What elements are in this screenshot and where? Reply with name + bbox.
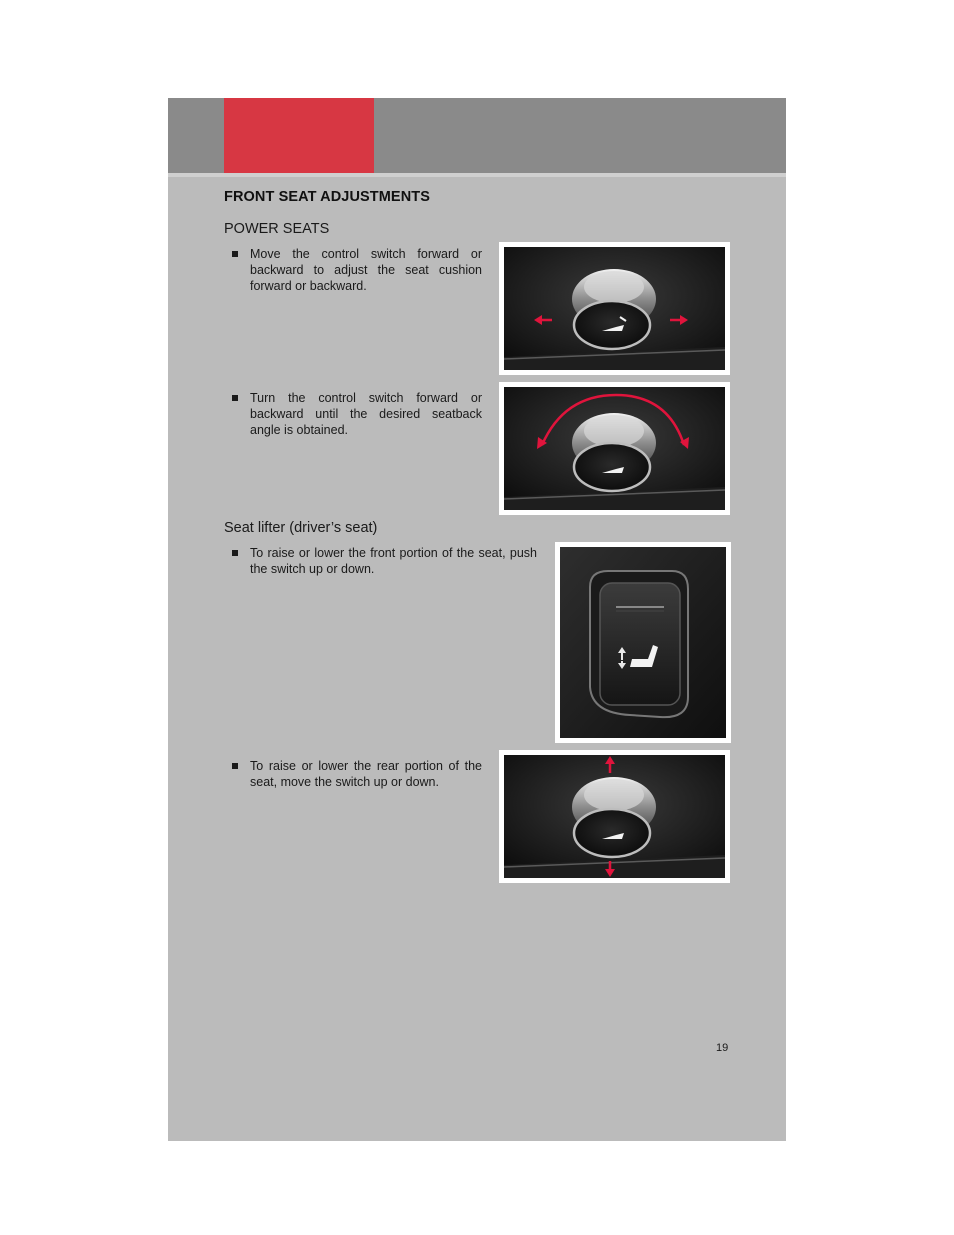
- section-title: FRONT SEAT ADJUSTMENTS: [224, 189, 431, 205]
- seat-lifter-photo: [555, 542, 731, 743]
- bullet-text: To raise or lower the front portion of the seat, push the switch up or down.: [250, 546, 537, 576]
- bullet-text: Turn the control switch forward or backward until the desired seatback angle is obtained.: [250, 391, 482, 437]
- manual-page: [168, 98, 786, 1141]
- seat-switch-slide-illustration: [504, 247, 725, 370]
- seat-slide-photo: [499, 242, 730, 375]
- bullet-icon: [232, 550, 238, 556]
- page-number: 19: [716, 1042, 729, 1054]
- bullet-text: To raise or lower the rear portion of the seat, move the switch up or down.: [250, 759, 482, 789]
- seat-switch-recline-illustration: [504, 387, 725, 510]
- seat-lifter-heading: Seat lifter (driver’s seat): [224, 520, 378, 536]
- bullet-icon: [232, 251, 238, 257]
- seat-recline-photo: [499, 382, 730, 515]
- header-accent-tab: [224, 98, 374, 173]
- header-divider: [168, 173, 786, 177]
- seat-rear-lift-photo: [499, 750, 730, 883]
- seat-switch-rear-lift-illustration: [504, 755, 725, 878]
- bullet-icon: [232, 395, 238, 401]
- bullet-text: Move the control switch forward or backward to adjust the seat cushion forward or backward.: [250, 247, 482, 293]
- power-seats-heading: POWER SEATS: [224, 221, 330, 237]
- seat-lifter-switch-illustration: [560, 547, 726, 738]
- bullet-icon: [232, 763, 238, 769]
